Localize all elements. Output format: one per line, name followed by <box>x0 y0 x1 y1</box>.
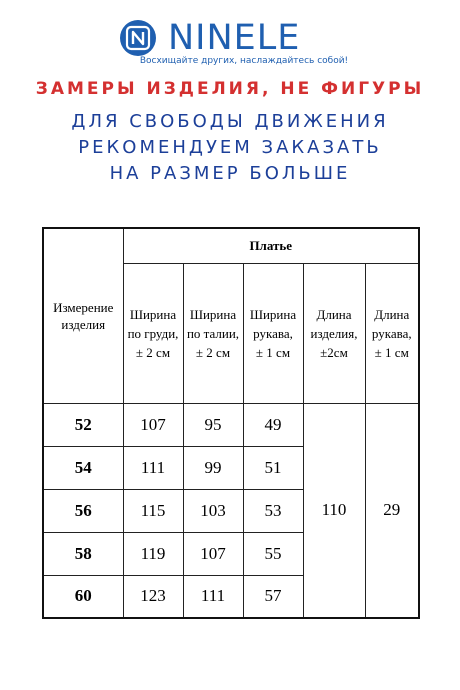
column-header-chest <box>123 263 183 403</box>
brand-n-icon <box>120 20 156 56</box>
brand-slogan: Восхищайте других, наслаждайтесь собой! <box>139 56 349 66</box>
col-waist-line1: Ширина <box>189 306 237 322</box>
size-cell: 58 <box>43 532 123 575</box>
column-header-sleeve-width <box>243 263 303 403</box>
col-sleeve-length-line3: ± 1 см <box>374 344 409 360</box>
sleeve-width-cell: 55 <box>243 532 303 575</box>
col-sleeve-length-line2: рукава, <box>371 325 412 341</box>
waist-cell: 107 <box>183 532 243 575</box>
heading-freedom: ДЛЯ СВОБОДЫ ДВИЖЕНИЯ <box>71 111 389 132</box>
column-header-sleeve-length <box>365 263 419 403</box>
table-row <box>43 403 419 446</box>
column-header-waist <box>183 263 243 403</box>
waist-cell: 103 <box>183 489 243 532</box>
chest-cell: 119 <box>123 532 183 575</box>
size-table <box>42 227 420 619</box>
heading-size-up: НА РАЗМЕР БОЛЬШЕ <box>109 163 351 184</box>
chest-cell: 115 <box>123 489 183 532</box>
col-length-line1: Длина <box>316 306 352 322</box>
col-length-line2: изделия, <box>310 325 358 341</box>
chest-cell: 111 <box>123 446 183 489</box>
chest-cell: 107 <box>123 403 183 446</box>
col-sleeve-width-line1: Ширина <box>249 306 297 322</box>
group-label-text: Платье <box>249 237 293 253</box>
col-chest-line2: по груди, <box>127 325 179 341</box>
size-cell: 60 <box>43 575 123 618</box>
corner-label-text: Измерение изделия <box>53 299 114 332</box>
col-waist-line3: ± 2 см <box>195 344 231 360</box>
column-header-product-length <box>303 263 365 403</box>
chest-cell: 123 <box>123 575 183 618</box>
table-group-header <box>123 228 419 263</box>
brand-logo <box>120 20 360 68</box>
brand-name: NINELE <box>168 18 301 58</box>
waist-cell: 111 <box>183 575 243 618</box>
waist-cell: 95 <box>183 403 243 446</box>
size-cell: 56 <box>43 489 123 532</box>
col-waist-line2: по талии, <box>186 325 240 341</box>
col-sleeve-width-line2: рукава, <box>253 325 293 341</box>
col-sleeve-width-line3: ± 1 см <box>255 344 291 360</box>
sleeve-width-cell: 49 <box>243 403 303 446</box>
col-chest-line1: Ширина <box>129 306 177 322</box>
product-length-cell: 110 <box>303 403 365 618</box>
sleeve-length-cell: 29 <box>365 403 419 618</box>
waist-cell: 99 <box>183 446 243 489</box>
sleeve-width-cell: 57 <box>243 575 303 618</box>
col-sleeve-length-line1: Длина <box>374 306 410 322</box>
sleeve-width-cell: 53 <box>243 489 303 532</box>
size-cell: 52 <box>43 403 123 446</box>
heading-recommend: РЕКОМЕНДУЕМ ЗАКАЗАТЬ <box>78 137 382 158</box>
col-chest-line3: ± 2 см <box>135 344 171 360</box>
table-corner-label <box>43 228 123 403</box>
sleeve-width-cell: 51 <box>243 446 303 489</box>
size-cell: 54 <box>43 446 123 489</box>
col-length-line3: ±2см <box>320 344 348 360</box>
heading-measurements-note: ЗАМЕРЫ ИЗДЕЛИЯ, НЕ ФИГУРЫ <box>35 79 425 99</box>
